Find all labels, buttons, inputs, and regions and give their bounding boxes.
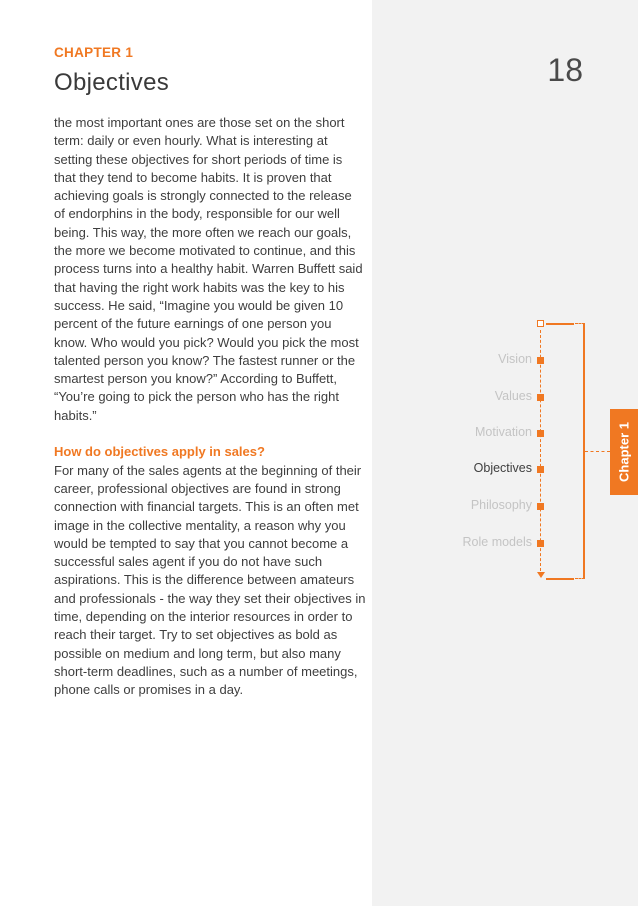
nav-item-role-models[interactable]: Role models [462,535,532,549]
body-paragraph: For many of the sales agents at the beginning of their career, professional objectives are found in strong connection with financial targets. This is an often met image in the collective mentality, a reason why you would be tempted to say that you cannot become a successful sales agent if you do not have such aspirations. This is the difference between amateurs and professionals - the way they set their objectives in time, depending on the interior resources in order to reach their target. Try to set objectives as bold as possible on medium and long term, but also many short-term deadlines, such as a number of meetings, phone calls or promises in a day. [54,462,366,698]
nav-marker-icon [537,394,544,401]
nav-marker-icon [537,357,544,364]
timeline-bottom-connector [546,578,574,580]
nav-marker-icon [537,466,544,473]
paragraph-spacer [54,425,366,443]
nav-item-philosophy[interactable]: Philosophy [470,498,532,512]
chapter-connector-line [585,451,610,452]
chapter-tab[interactable] [610,409,638,495]
nav-marker-icon [537,503,544,510]
nav-marker-icon [537,540,544,547]
section-subheading: How do objectives apply in sales? [54,444,265,460]
nav-item-objectives[interactable]: Objectives [473,461,532,475]
timeline-arrow-icon [537,572,545,578]
sidebar-panel [372,0,638,906]
nav-item-vision[interactable]: Vision [498,352,532,366]
nav-item-values[interactable]: Values [494,389,532,403]
timeline-line [540,330,541,571]
chapter-tab-label: Chapter 1 [616,422,632,482]
timeline-start-marker [537,320,544,327]
timeline-bottom-dash [575,578,585,579]
timeline-top-connector [546,323,574,325]
body-text [54,114,366,700]
nav-item-motivation[interactable]: Motivation [475,425,532,439]
body-paragraph: the most important ones are those set on the short term: daily or even hourly. What is interesting at setting these objectives for short periods of time is that they tend to become habits. It is proven that achieving goals is strongly connected to the release of endorphins in the body, responsible for our well being. This way, the more often we reach our goals, the more we become motivated to continue, and this process turns into a healthy habit. Warren Buffett said that having the right work habits was the key to his success. He said, “Imagine you would be given 10 percent of the future earnings of one person you know. Who would you pick? Would you pick the most talented person you know? The fastest runner or the smartest person you know?” According to Buffett, “You’re going to pick the person who has the right habits.” [54,115,363,423]
page-number: 18 [547,52,583,88]
page-title: Objectives [54,69,170,96]
chapter-label: CHAPTER 1 [54,45,134,60]
nav-marker-icon [537,430,544,437]
